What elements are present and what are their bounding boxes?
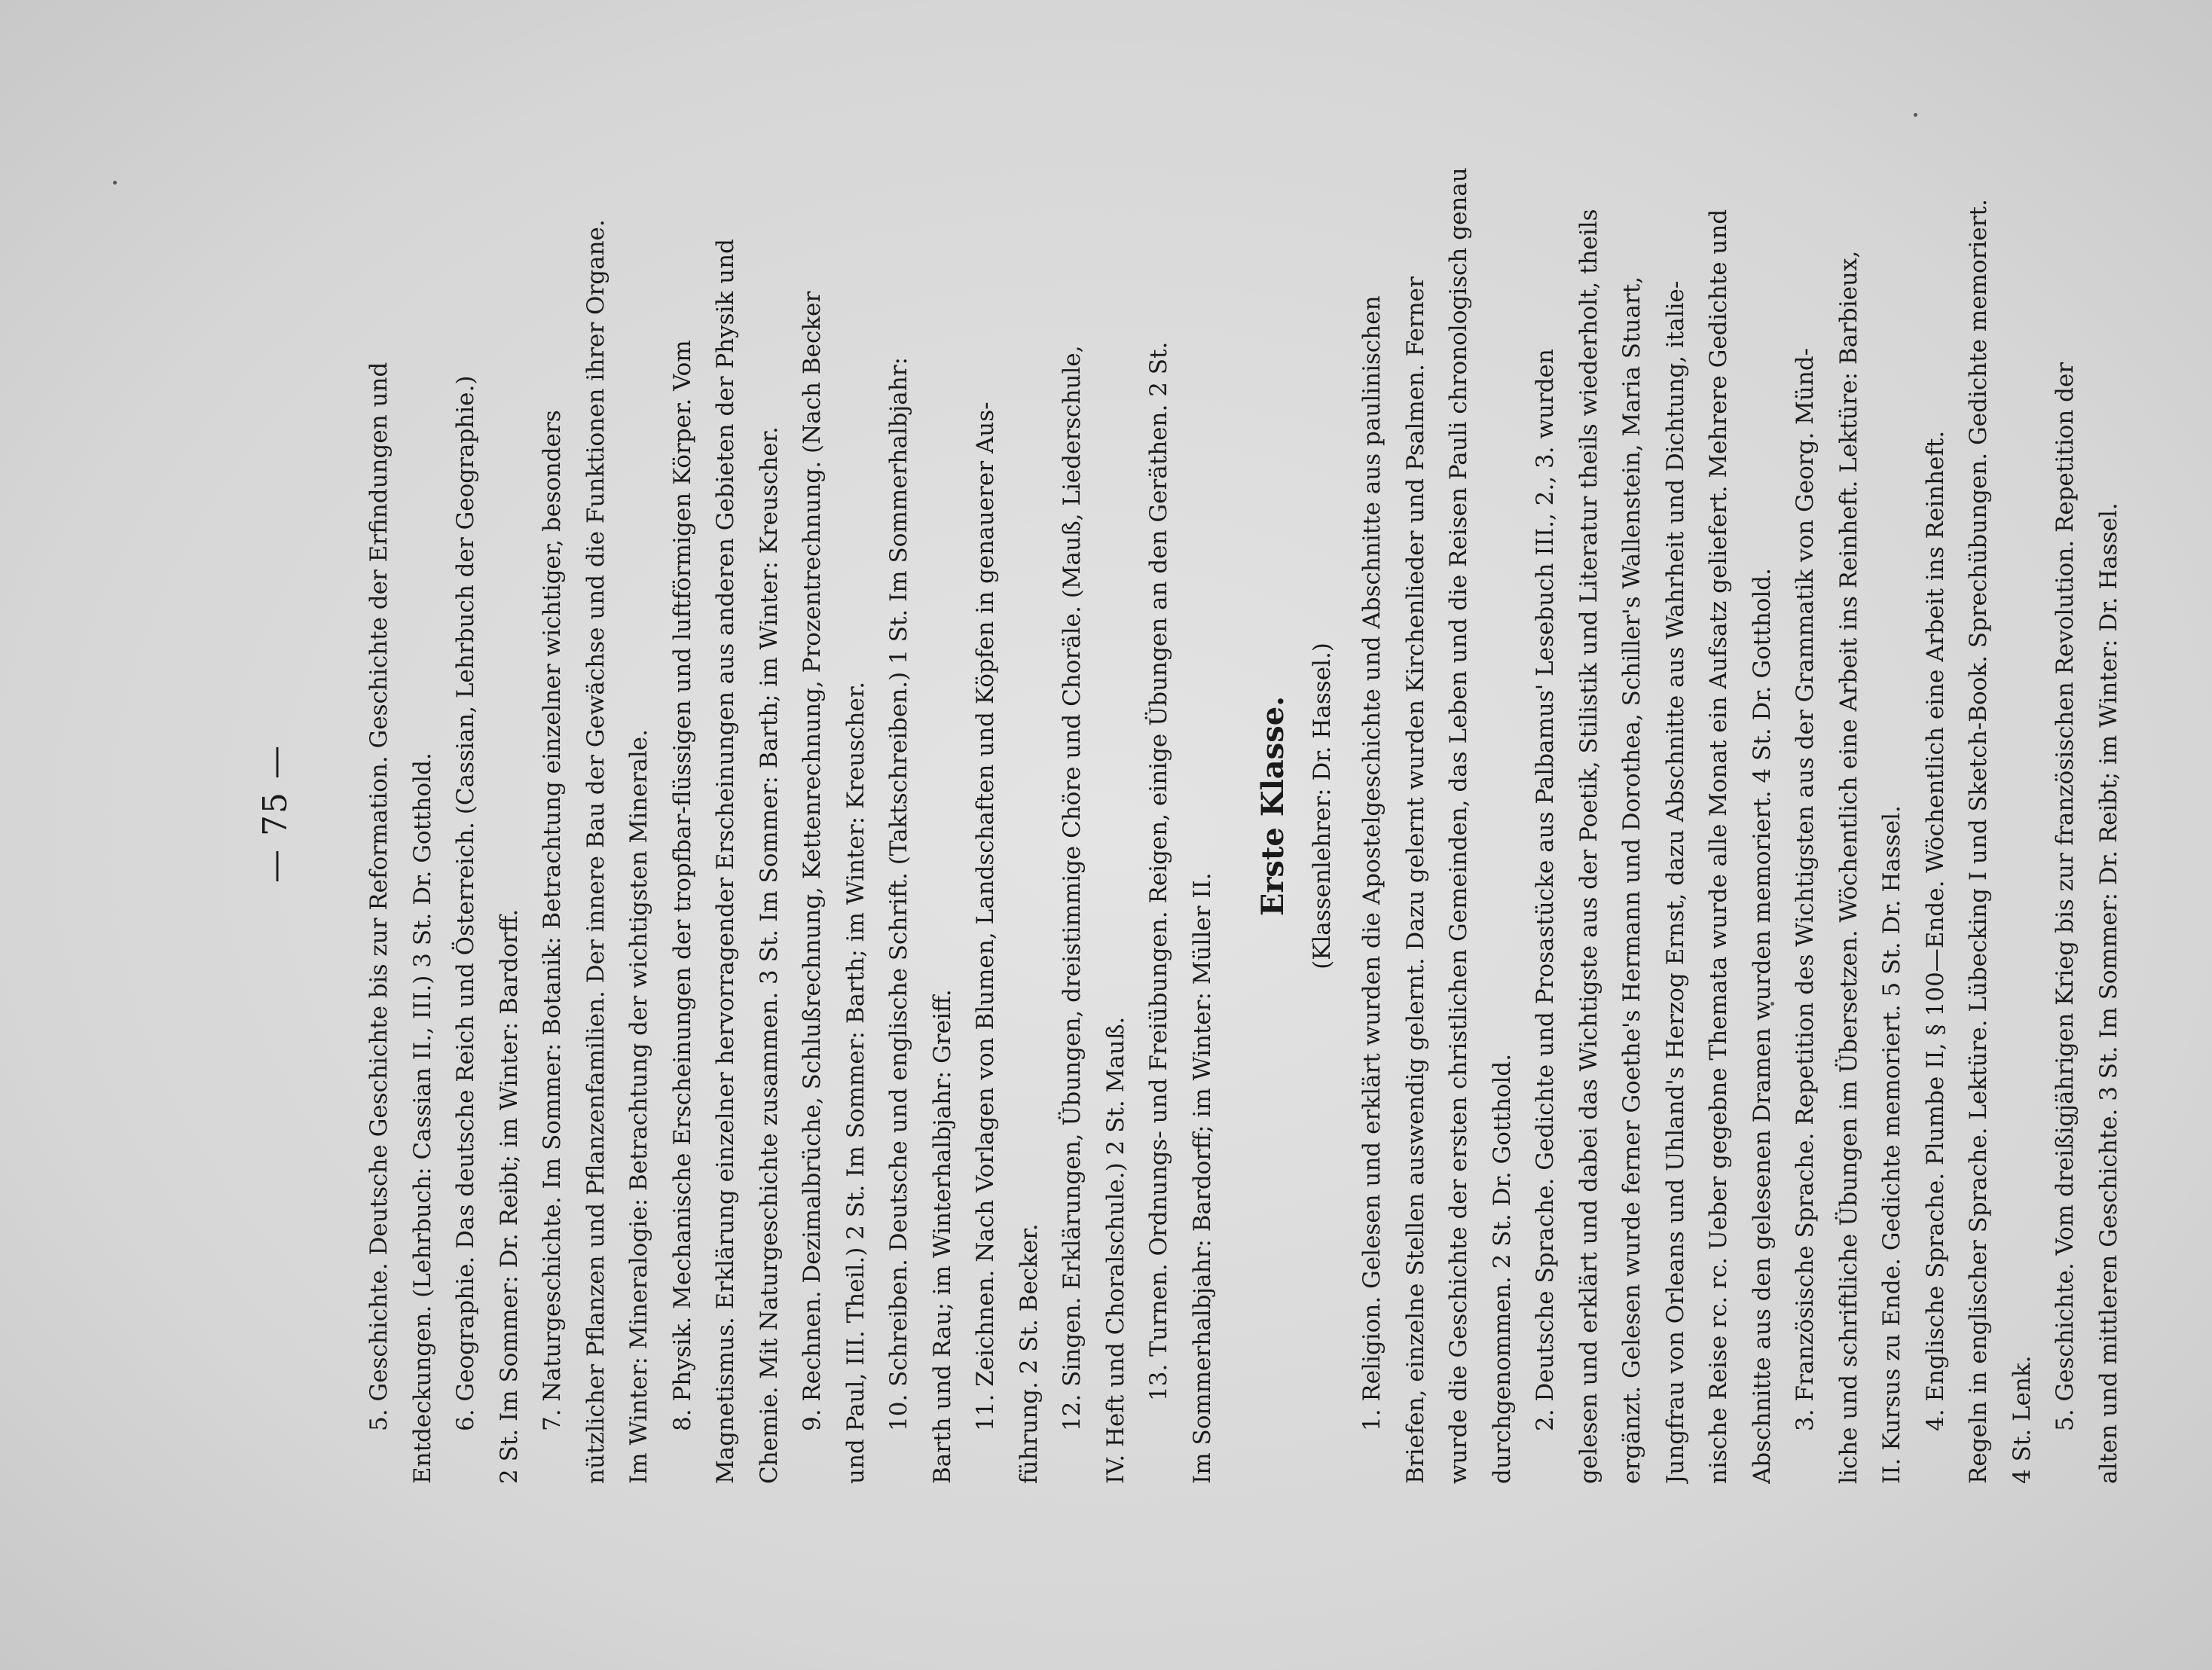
text-line: Barth und Rau; im Winterhalbjahr: Greiff. bbox=[928, 989, 956, 1484]
text-line: 2 St. Im Sommer: Dr. Reibt; im Winter: Bardorff. bbox=[495, 908, 523, 1484]
text-line: 4 St. Lenk. bbox=[2008, 1355, 2036, 1484]
text-body bbox=[358, 128, 2131, 1484]
text-line: durchgenommen. 2 St. Dr. Gotthold. bbox=[1488, 1053, 1516, 1484]
dust-speck bbox=[113, 181, 117, 185]
text-line: 7. Naturgeschichte. Im Sommer: Botanik: Betrachtung einzelner wichtiger, besonders bbox=[539, 410, 566, 1431]
page-number: — 75 — bbox=[256, 744, 295, 883]
text-line: ergänzt. Gelesen wurde ferner Goethe's Hermann und Dorothea, Schiller's Wallenstein, Maria Stuart, bbox=[1618, 276, 1645, 1484]
text-line: 6. Geographie. Das deutsche Reich und Österreich. (Cassian, Lehrbuch der Geographie.) bbox=[452, 375, 479, 1431]
text-line: 13. Turnen. Ordnungs- und Freiübungen. Reigen, einige Übungen an den Geräthen. 2 St. bbox=[1145, 341, 1172, 1401]
text-line: führung. 2 St. Becker. bbox=[1015, 1223, 1043, 1484]
curriculum-first-class bbox=[1351, 128, 2131, 1484]
text-line: 5. Geschichte. Vom dreißigjährigen Krieg bis zur französischen Revolution. Repetition der bbox=[2052, 362, 2079, 1431]
text-line: 9. Rechnen. Dezimalbrüche, Schlußrechnung, Kettenrechnung, Prozentrechnung. (Nach Becker bbox=[799, 291, 826, 1431]
text-line: Im Sommerhalbjahr: Bardorff; im Winter: Müller II. bbox=[1188, 872, 1216, 1484]
section-heading: Erste Klasse. bbox=[1255, 695, 1291, 917]
text-line: 12. Singen. Erklärungen, Übungen, dreistimmige Chöre und Choräle. (Mauß, Liederschule, bbox=[1059, 345, 1086, 1431]
text-line: Regeln in englischer Sprache. Lektüre. Lübecking I und Sketch-Book. Sprechübungen. Gedichte memoriert. bbox=[1965, 199, 1992, 1484]
text-line: Jungfrau von Orleans und Uhland's Herzog Ernst, dazu Abschnitte aus Wahrheit und Dichtung, italie- bbox=[1661, 280, 1689, 1484]
text-line: alten und mittleren Geschichte. 3 St. Im Sommer: Dr. Reibt; im Winter: Dr. Hassel. bbox=[2094, 502, 2122, 1484]
text-line: 10. Schreiben. Deutsche und englische Schrift. (Taktschreiben.) 1 St. Im Sommerhalbjahr: bbox=[885, 357, 912, 1431]
text-line: und Paul, III. Theil.) 2 St. Im Sommer: Barth; im Winter: Kreuscher. bbox=[842, 681, 869, 1484]
text-line: Magnetismus. Erklärung einzelner hervorragender Erscheinungen aus anderen Gebieten der Physik und bbox=[712, 239, 739, 1484]
dust-speck bbox=[1914, 113, 1917, 117]
text-line: Chemie. Mit Naturgeschichte zusammen. 3 St. Im Sommer: Barth; im Winter: Kreuscher. bbox=[755, 426, 783, 1484]
text-line: 5. Geschichte. Deutsche Geschichte bis zur Reformation. Geschichte der Erfindungen und bbox=[365, 362, 393, 1431]
text-line: 4. Englische Sprache. Plumbe II, § 100—Ende. Wöchentlich eine Arbeit ins Reinheft. bbox=[1921, 430, 1949, 1431]
text-line: wurde die Geschichte der ersten christlichen Gemeinden, das Leben und die Reisen Pauli chronologisch genau bbox=[1445, 167, 1472, 1484]
text-line: 3. Französische Sprache. Repetition des Wichtigsten aus der Grammatik von Georg. Münd- bbox=[1792, 347, 1819, 1431]
text-line: 8. Physik. Mechanische Erscheinungen der tropfbar-flüssigen und luftförmigen Körper. Vom bbox=[668, 340, 696, 1431]
text-line: Briefen, einzelne Stellen auswendig gelernt. Dazu gelernt wurden Kirchenlieder und Psalmen. Ferner bbox=[1401, 276, 1429, 1484]
section-subheading: (Klassenlehrer: Dr. Hassel.) bbox=[1309, 643, 1336, 969]
text-line: IV. Heft und Choralschule.) 2 St. Mauß. bbox=[1101, 1016, 1129, 1484]
text-line: liche und schriftliche Übungen im Übersetzen. Wöchentlich eine Arbeit ins Reinheft. Lektüre: Barbieux, bbox=[1835, 250, 1862, 1484]
text-line: Abschnitte aus den gelesenen Dramen wurden memoriert. 4 St. Dr. Gotthold. bbox=[1748, 568, 1776, 1484]
text-line: gelesen und erklärt und dabei das Wichtigste aus der Poetik, Stilistik und Literatur theils wiederholt, theils bbox=[1575, 209, 1602, 1484]
text-line: 11. Zeichnen. Nach Vorlagen von Blumen, Landschaften und Köpfen in genauerer Aus- bbox=[972, 401, 999, 1431]
text-line: nische Reise rc. rc. Ueber gegebne Themata wurde alle Monat ein Aufsatz geliefert. Mehrere Gedichte und bbox=[1705, 209, 1732, 1484]
rotated-page-content bbox=[226, 128, 2122, 1499]
text-line: II. Kursus zu Ende. Gedichte memoriert. 5 St. Dr. Hassel. bbox=[1878, 805, 1905, 1484]
curriculum-prior-class bbox=[358, 128, 1224, 1484]
text-line: nützlicher Pflanzen und Pflanzenfamilien. Der innere Bau der Gewächse und die Funktionen ihrer Organe. bbox=[582, 219, 610, 1484]
text-line: Im Winter: Mineralogie: Betrachtung der wichtigsten Minerale. bbox=[625, 729, 652, 1484]
text-line: 1. Religion. Gelesen und erklärt wurden die Apostelgeschichte und Abschnitte aus paulinischen bbox=[1358, 295, 1386, 1431]
text-line: 2. Deutsche Sprache. Gedichte und Prosastücke aus Palbamus' Lesebuch III., 2., 3. wurden bbox=[1532, 349, 1559, 1431]
text-line: Entdeckungen. (Lehrbuch: Cassian II., III.) 3 St. Dr. Gotthold. bbox=[408, 753, 436, 1484]
